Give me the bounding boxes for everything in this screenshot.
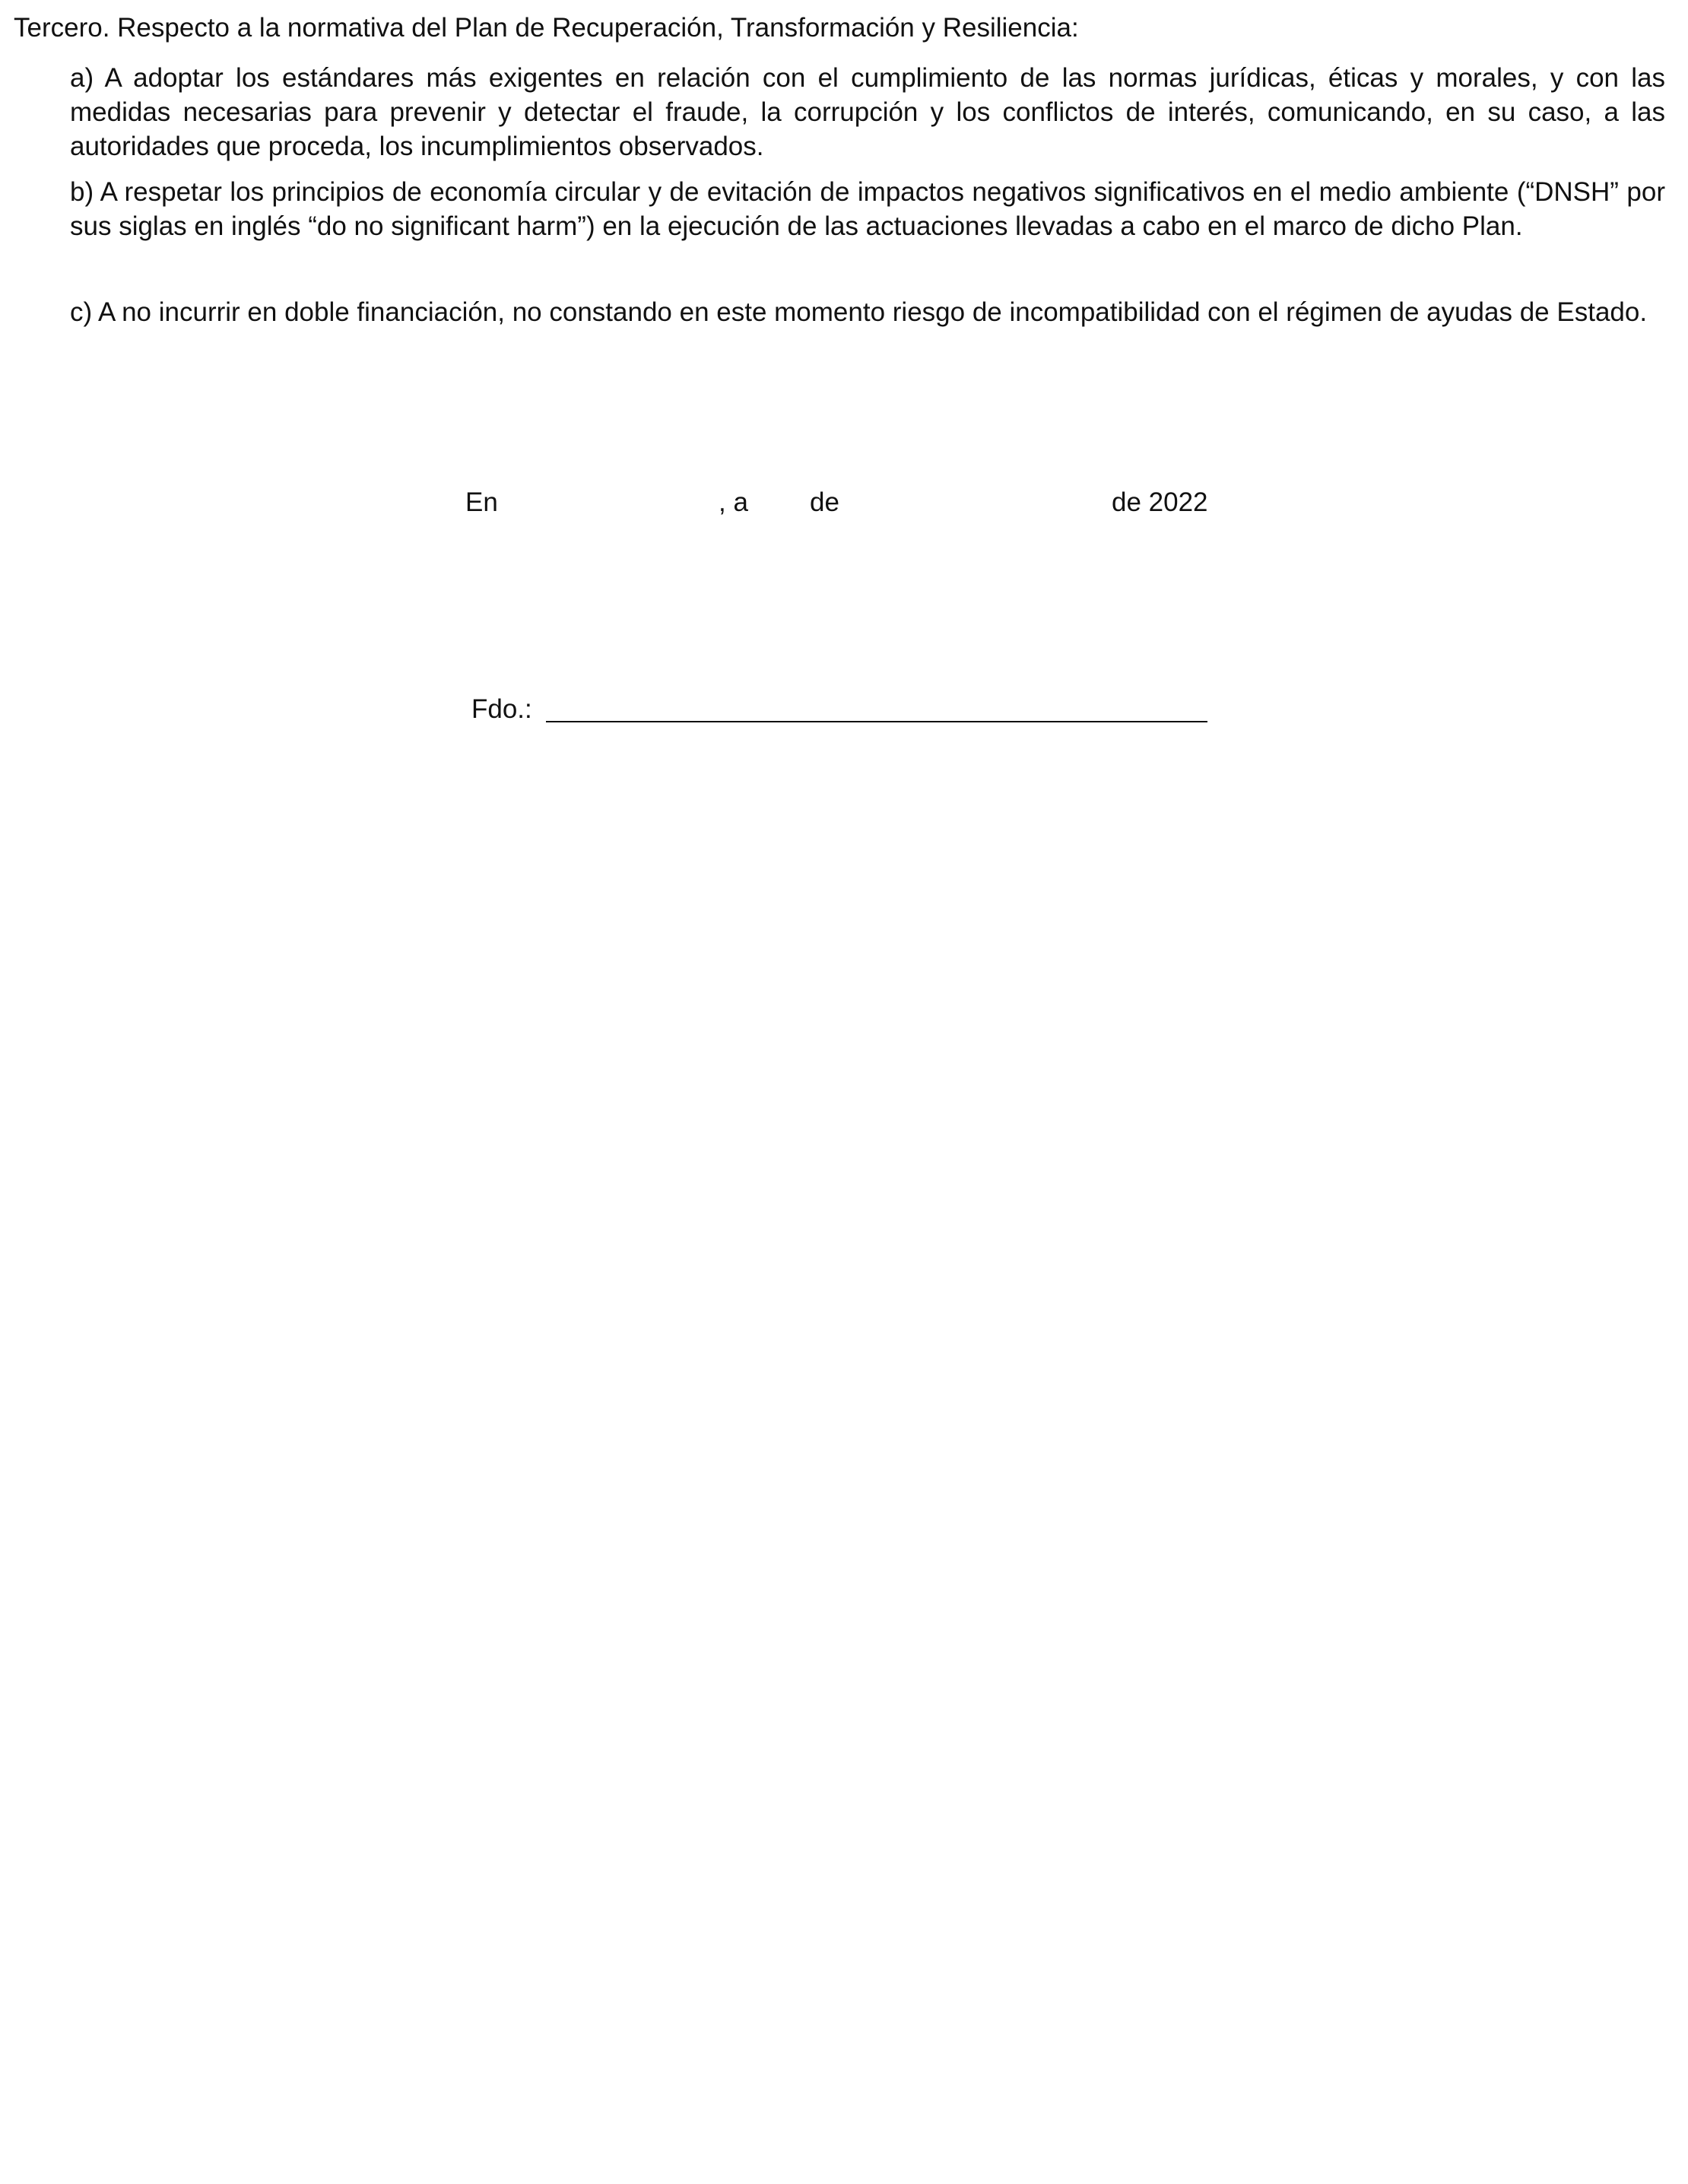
- commitment-item-a: a) A adoptar los estándares más exigentes en relación con el cumplimiento de las normas jurídicas, éticas y morales, y con las medidas necesarias para prevenir y detectar el fraude, la corrupción y los conflictos de interés, comunicando, en su caso, a las autoridades que proceda, los incumplimientos observados.: [70, 63, 1665, 161]
- date-place-label: En: [465, 487, 498, 517]
- commitment-item-b: b) A respetar los principios de economía circular y de evitación de impactos negativos significativos en el medio ambiente (“DNSH” por sus siglas en inglés “do no significant harm”) en la ejecución de las actuaciones llevadas a cabo en el marco de dicho Plan.: [70, 177, 1665, 241]
- date-year-label: de 2022: [1112, 487, 1208, 517]
- signature-line: [546, 721, 1207, 722]
- date-day-label: , a: [719, 487, 748, 517]
- signature-label: Fdo.:: [471, 694, 532, 724]
- section-heading: Tercero. Respecto a la normativa del Plan de Recuperación, Transformación y Resiliencia:: [14, 13, 1079, 43]
- date-month-label: de: [810, 487, 839, 517]
- commitment-item-c: c) A no incurrir en doble financiación, no constando en este momento riesgo de incompatibilidad con el régimen de ayudas de Estado.: [70, 297, 1648, 327]
- signature-block: [471, 694, 1209, 732]
